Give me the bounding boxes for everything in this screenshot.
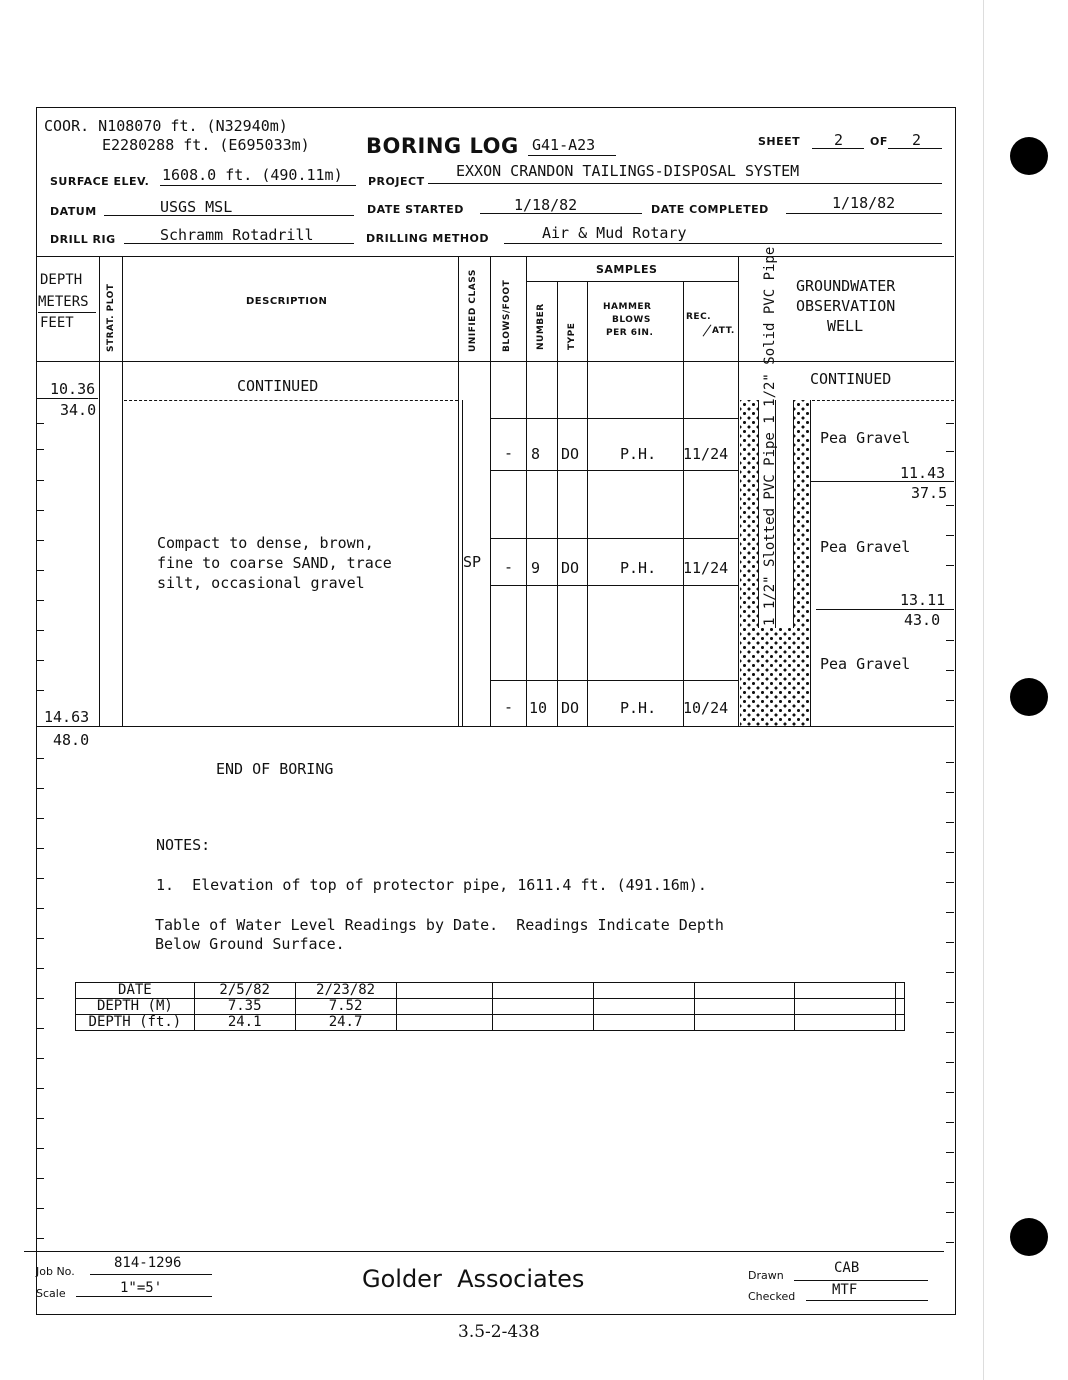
sample-10-hammer: P.H.	[620, 699, 657, 717]
depth-tick	[36, 848, 44, 849]
pea-gravel-label-1: Pea Gravel	[820, 429, 911, 447]
scale-value: 1"=5'	[120, 1280, 163, 1296]
depth-tick	[36, 938, 44, 939]
table-row	[76, 1015, 905, 1031]
depth-tick	[946, 1122, 954, 1123]
sample-10-rec: 10/24	[683, 699, 729, 717]
sample-8-type: DO	[561, 445, 580, 463]
hammer-header-2: BLOWS	[612, 315, 651, 325]
of-label: OF	[870, 135, 888, 148]
well-depth-2-feet: 43.0	[904, 611, 941, 629]
surface-elev-label: SURFACE ELEV.	[50, 175, 150, 188]
depth-header-1: DEPTH	[40, 272, 83, 288]
depth-tick	[36, 998, 44, 999]
coor-line1: COOR. N108070 ft. (N32940m)	[44, 117, 288, 135]
checked-label: Checked	[748, 1290, 796, 1303]
type-header: TYPE	[567, 322, 577, 350]
sample-9-number: 9	[531, 559, 541, 577]
end-of-boring: END OF BORING	[216, 760, 334, 778]
note-1: 1. Elevation of top of protector pipe, 1611.4 ft. (491.16m).	[156, 876, 707, 894]
sample-9-rec: 11/24	[683, 559, 729, 577]
date-col-2: 2/23/82	[295, 983, 396, 999]
sample-9-type: DO	[561, 559, 580, 577]
sample-10-type: DO	[561, 699, 580, 717]
date-col-1: 2/5/82	[194, 983, 295, 999]
strat-plot-header: STRAT. PLOT	[106, 283, 116, 352]
gw-header-2: OBSERVATION	[796, 297, 896, 315]
punch-hole-middle	[1010, 678, 1048, 716]
date-started-value: 1/18/82	[514, 196, 578, 214]
depth-tick	[946, 1212, 954, 1213]
sample-10-blows: -	[504, 698, 514, 716]
depth-tick	[946, 1242, 954, 1243]
depth-header-3: FEET	[40, 315, 74, 331]
depth-tick	[946, 1062, 954, 1063]
gw-header-3: WELL	[827, 317, 864, 335]
water-level-table	[75, 982, 905, 1031]
sheet-number: 2	[834, 131, 844, 149]
table-row	[76, 999, 905, 1015]
depth-tick	[36, 878, 44, 879]
depth-tick	[946, 912, 954, 913]
depth-m-col-2: 7.52	[295, 999, 396, 1015]
sample-9-hammer: P.H.	[620, 559, 657, 577]
punch-hole-bottom	[1010, 1218, 1048, 1256]
depth-top-feet: 34.0	[60, 401, 97, 419]
unified-class-header: UNIFIED CLASS	[468, 269, 478, 352]
pea-gravel-label-3: Pea Gravel	[820, 655, 911, 673]
sample-8-rec: 11/24	[683, 445, 729, 463]
depth-tick	[946, 852, 954, 853]
date-completed-value: 1/18/82	[832, 194, 896, 212]
depth-tick	[36, 968, 44, 969]
depth-tick	[36, 1208, 44, 1209]
water-level-note-1: Table of Water Level Readings by Date. Readings Indicate Depth	[155, 916, 724, 934]
description-line3: silt, occasional gravel	[157, 574, 365, 592]
hammer-header-1: HAMMER	[603, 302, 652, 312]
punch-hole-top	[1010, 137, 1048, 175]
drawn-value: CAB	[834, 1260, 860, 1276]
table-row	[76, 983, 905, 999]
gw-continued-label: CONTINUED	[810, 370, 892, 388]
boring-log-title: BORING LOG	[366, 134, 519, 158]
depth-tick	[36, 788, 44, 789]
rec-header: REC.	[686, 312, 712, 322]
drill-rig-label: DRILL RIG	[50, 233, 116, 246]
depth-header-2: METERS	[38, 294, 89, 310]
samples-header: SAMPLES	[596, 263, 658, 276]
sample-8-hammer: P.H.	[620, 445, 657, 463]
depth-tick	[946, 942, 954, 943]
depth-top-meters: 10.36	[50, 380, 96, 398]
sample-8-number: 8	[531, 445, 541, 463]
depth-m-col-1: 7.35	[194, 999, 295, 1015]
date-started-label: DATE STARTED	[367, 203, 464, 216]
depth-tick	[36, 818, 44, 819]
depth-tick	[36, 1148, 44, 1149]
depth-tick	[36, 1088, 44, 1089]
project-value: EXXON CRANDON TAILINGS-DISPOSAL SYSTEM	[456, 162, 800, 180]
blows-foot-header: BLOWS/FOOT	[502, 279, 512, 352]
gw-header-1: GROUNDWATER	[796, 277, 896, 295]
well-depth-2-meters: 13.11	[900, 591, 946, 609]
row-label-depth-ft: DEPTH (ft.)	[76, 1015, 195, 1031]
notes-label: NOTES:	[156, 836, 211, 854]
project-label: PROJECT	[368, 175, 425, 188]
sample-8-blows: -	[504, 444, 514, 462]
depth-tick	[36, 758, 44, 759]
surface-elev-value: 1608.0 ft. (490.11m)	[162, 166, 343, 184]
row-label-depth-m: DEPTH (M)	[76, 999, 195, 1015]
well-pipe-label: 1 1/2" Slotted PVC Pipe 1 1/2" Solid PVC Pipe	[762, 246, 778, 626]
depth-tick	[946, 972, 954, 973]
page-edge	[983, 0, 984, 1380]
att-header: ATT.	[712, 326, 735, 336]
depth-tick	[946, 792, 954, 793]
depth-tick	[36, 1238, 44, 1239]
pea-gravel-label-2: Pea Gravel	[820, 538, 911, 556]
depth-tick	[946, 882, 954, 883]
depth-tick	[36, 1178, 44, 1179]
unified-class-value: SP	[463, 553, 482, 571]
depth-tick	[946, 1092, 954, 1093]
depth-ft-col-2: 24.7	[295, 1015, 396, 1031]
job-no-label: Job No.	[36, 1265, 75, 1278]
water-level-note-2: Below Ground Surface.	[155, 935, 345, 953]
depth-bottom-feet: 48.0	[53, 731, 90, 749]
sample-9-blows: -	[504, 558, 514, 576]
well-depth-1-meters: 11.43	[900, 464, 946, 482]
depth-bottom-meters: 14.63	[44, 708, 90, 726]
job-no-value: 814-1296	[114, 1255, 182, 1271]
drilling-method-label: DRILLING METHOD	[366, 232, 490, 245]
datum-value: USGS MSL	[160, 198, 233, 216]
drilling-method-value: Air & Mud Rotary	[542, 224, 687, 242]
datum-label: DATUM	[50, 205, 97, 218]
depth-tick	[946, 762, 954, 763]
depth-tick	[36, 1028, 44, 1029]
depth-tick	[946, 1152, 954, 1153]
depth-tick	[946, 1032, 954, 1033]
drawn-label: Drawn	[748, 1269, 784, 1282]
company-name: Golder Associates	[362, 1265, 585, 1293]
depth-tick	[36, 1058, 44, 1059]
depth-tick	[36, 908, 44, 909]
depth-tick	[946, 1182, 954, 1183]
hammer-header-3: PER 6IN.	[606, 328, 654, 338]
coor-line2: E2280288 ft. (E695033m)	[102, 136, 310, 154]
depth-tick	[946, 822, 954, 823]
checked-value: MTF	[832, 1282, 858, 1298]
description-line2: fine to coarse SAND, trace	[157, 554, 392, 572]
row-label-date: DATE	[76, 983, 195, 999]
well-depth-1-feet: 37.5	[911, 484, 948, 502]
drill-rig-value: Schramm Rotadrill	[160, 226, 314, 244]
continued-label: CONTINUED	[237, 377, 319, 395]
sample-10-number: 10	[529, 699, 548, 717]
page-number: 3.5-2-438	[458, 1322, 540, 1342]
date-completed-label: DATE COMPLETED	[651, 203, 769, 216]
description-header: DESCRIPTION	[246, 296, 328, 307]
depth-tick	[946, 1002, 954, 1003]
boring-id: G41-A23	[532, 136, 596, 154]
scale-label: Scale	[36, 1287, 66, 1300]
depth-tick	[36, 1118, 44, 1119]
description-line1: Compact to dense, brown,	[157, 534, 374, 552]
sheet-total: 2	[912, 131, 922, 149]
depth-ft-col-1: 24.1	[194, 1015, 295, 1031]
number-header: NUMBER	[536, 303, 546, 350]
sheet-label: SHEET	[758, 135, 801, 148]
